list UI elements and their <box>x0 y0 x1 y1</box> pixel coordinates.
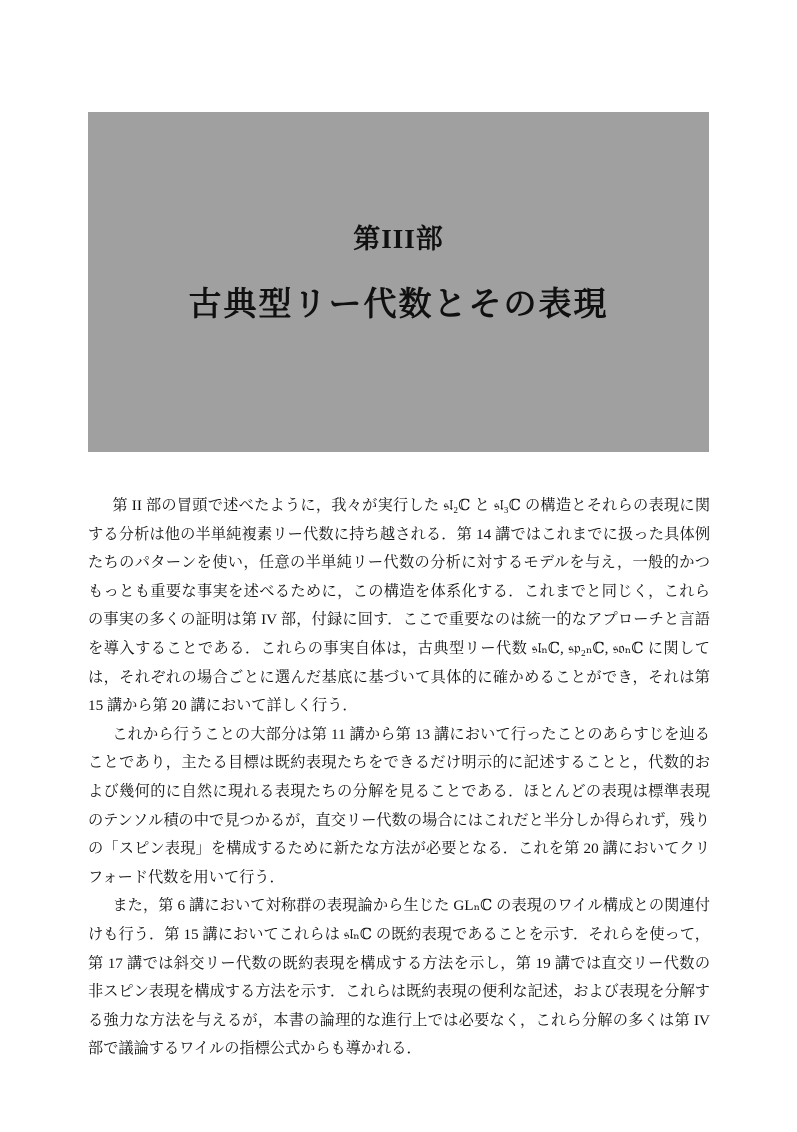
part-title: 古典型リー代数とその表現 <box>188 287 609 323</box>
paragraph-1: 第 II 部の冒頭で述べたように，我々が実行した 𝔰𝔩₂ℂ と 𝔰𝔩₃ℂ の構造とそれらの表現に関する分析は他の半単純複素リー代数に持ち越される．第 14 講ではこれまでに扱った具体例たちのパターンを使い，任意の半単純リー代数の分析に対するモデルを与え，一般的かつもっとも重要な事実を述べるために，この構造を体系化する．これまでと同じく，これらの事実の多くの証明は第 IV 部，付録に回す．ここで重要なのは統一的なアプローチと言語を導入することである．これらの事実自体は，古典型リー代数 𝔰𝔩ₙℂ, 𝔰𝔭₂ₙℂ, 𝔰𝔬ₙℂ に関しては，それぞれの場合ごとに選んだ基底に基づいて具体的に確かめることができ，それは第 15 講から第 20 講において詳しく行う． <box>88 497 711 715</box>
part-number: 第III部 <box>353 224 444 254</box>
paragraph-2: これから行うことの大部分は第 11 講から第 13 講において行ったことのあらすじを辿ることであり，主たる目標は既約表現たちをできるだけ明示的に記述することと，代数的および幾何的に自然に現れる表現たちの分解を見ることである．ほとんどの表現は標準表現のテンソル積の中で見つかるが，直交リー代数の場合にはこれだと半分しか得られず，残りの「スピン表現」を構成するために新たな方法が必要となる．これを第 20 講においてクリフォード代数を用いて行う． <box>88 725 711 886</box>
part-title-banner <box>88 112 709 452</box>
paragraph-3: また，第 6 講において対称群の表現論から生じた GLₙℂ の表現のワイル構成との関連付けも行う．第 15 講においてこれらは 𝔰𝔩ₙℂ の既約表現であることを示す．それらを使って，第 17 講では斜交リー代数の既約表現を構成する方法を示し，第 19 講では直交リー代数の非スピン表現を構成する方法を示す．これらは既約表現の便利な記述，および表現を分解する強力な方法を与えるが，本書の論理的な進行上では必要なく，これら分解の多くは第 IV 部で議論するワイルの指標公式からも導かれる． <box>88 897 710 1058</box>
body-text-block <box>88 492 710 1064</box>
